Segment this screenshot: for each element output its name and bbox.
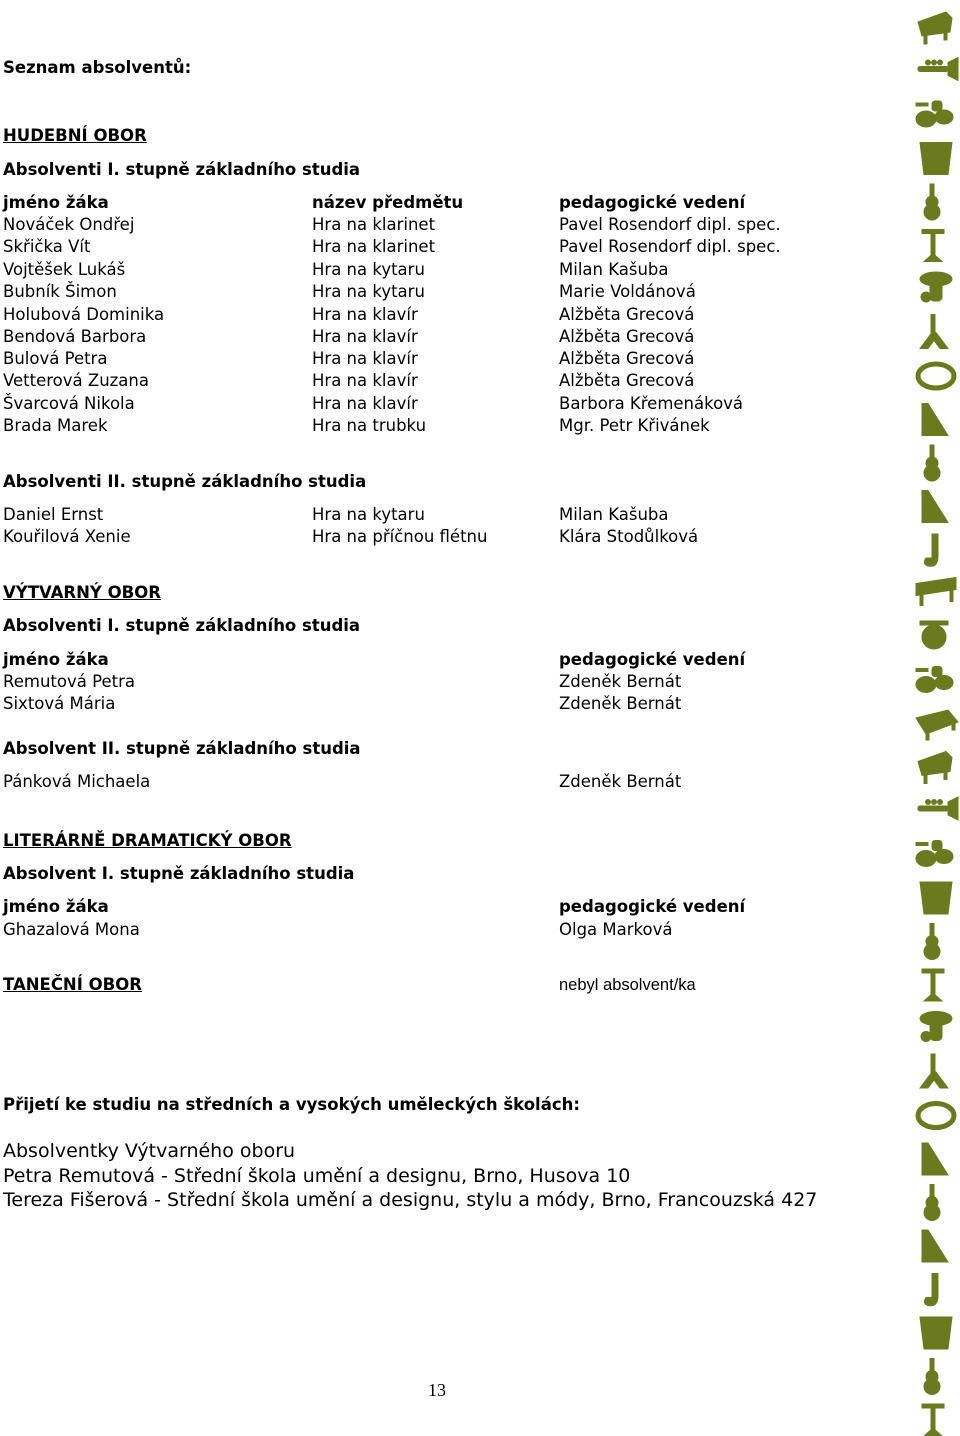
- art-col-header-name: jméno žáka: [3, 650, 109, 669]
- piano-icon: [918, 12, 952, 44]
- guitar-icon: [924, 1185, 940, 1221]
- drum-icon: [920, 621, 948, 649]
- art-col-header-teacher: pedagogické vedení: [559, 650, 746, 669]
- music-stand-icon: [922, 969, 944, 1001]
- teacher: Olga Marková: [559, 920, 673, 939]
- teacher: Pavel Rosendorf dipl. spec.: [559, 215, 781, 234]
- harp-icon: [922, 491, 948, 523]
- guitar-icon: [924, 924, 940, 960]
- subject: Hra na klavír: [312, 394, 418, 413]
- electric-guitar-icon: [920, 315, 948, 349]
- subject: Hra na kytaru: [312, 282, 425, 301]
- page-number: 13: [428, 1380, 446, 1400]
- list-heading: Seznam absolventů:: [3, 58, 192, 77]
- student-name: Holubová Dominika: [3, 305, 165, 324]
- subject: Hra na kytaru: [312, 260, 425, 279]
- teacher: Alžběta Grecová: [559, 305, 695, 324]
- student-name: Bubník Šimon: [3, 282, 117, 301]
- saxophone-icon: [924, 534, 938, 566]
- teacher: Pavel Rosendorf dipl. spec.: [559, 237, 781, 256]
- subject: Hra na kytaru: [312, 505, 425, 524]
- teacher: Alžběta Grecová: [559, 371, 695, 390]
- art-level2-title: Absolvent II. stupně základního studia: [3, 739, 361, 758]
- col-header-name: jméno žáka: [3, 193, 109, 212]
- teacher: Zdeněk Bernát: [559, 672, 682, 691]
- student-name: Bendová Barbora: [3, 327, 147, 346]
- subject: Hra na klavír: [312, 305, 418, 324]
- drama-col-header-teacher: pedagogické vedení: [559, 897, 746, 916]
- subject: Hra na klavír: [312, 327, 418, 346]
- section-title-dance: TANEČNÍ OBOR: [3, 975, 142, 994]
- xylophone-icon: [916, 578, 956, 606]
- subject: Hra na klarinet: [312, 237, 436, 256]
- harp-icon: [922, 1230, 948, 1262]
- student-name: Daniel Ernst: [3, 505, 104, 524]
- guitar-icon: [924, 1359, 940, 1395]
- music-stand-icon: [922, 1404, 944, 1436]
- music-stand-icon: [922, 230, 944, 262]
- subject: Hra na trubku: [312, 416, 427, 435]
- tambourine-icon: [918, 364, 954, 388]
- teacher: Marie Voldánová: [559, 282, 696, 301]
- subject: Hra na příčnou flétnu: [312, 527, 488, 546]
- col-header-teacher: pedagogické vedení: [559, 193, 746, 212]
- admission-line: Petra Remutová - Střední škola umění a designu, Brno, Husova 10: [3, 1165, 631, 1187]
- instrument-border: [908, 0, 960, 1436]
- teacher: Mgr. Petr Křivánek: [559, 416, 710, 435]
- teacher: Barbora Křemenáková: [559, 394, 744, 413]
- dance-note: nebyl absolvent/ka: [559, 976, 696, 994]
- student-name: Nováček Ondřej: [3, 215, 135, 234]
- teacher: Alžběta Grecová: [559, 327, 695, 346]
- section-title-art: VÝTVARNÝ OBOR: [3, 583, 161, 602]
- art-level1-title: Absolventi I. stupně základního studia: [3, 616, 361, 635]
- student-name: Skřička Vít: [3, 237, 91, 256]
- keyboard-icon: [916, 710, 958, 740]
- col-header-subject: název předmětu: [312, 193, 464, 212]
- accordion-icon: [920, 143, 952, 175]
- music-level2-title: Absolventi II. stupně základního studia: [3, 472, 367, 491]
- student-name: Ghazalová Mona: [3, 920, 140, 939]
- electric-guitar-icon: [920, 1054, 948, 1088]
- student-name: Bulová Petra: [3, 349, 108, 368]
- accordion-icon: [920, 882, 952, 914]
- student-name: Pánková Michaela: [3, 772, 151, 791]
- guitar-icon: [924, 445, 940, 481]
- student-name: Vojtěšek Lukáš: [3, 260, 126, 279]
- trumpet-icon: [918, 797, 958, 820]
- admission-subtitle: Absolventky Výtvarného oboru: [3, 1140, 296, 1162]
- teacher: Zdeněk Bernát: [559, 772, 682, 791]
- teacher: Milan Kašuba: [559, 505, 669, 524]
- teacher: Zdeněk Bernát: [559, 694, 682, 713]
- student-name: Remutová Petra: [3, 672, 135, 691]
- section-title-drama: LITERÁRNĚ DRAMATICKÝ OBOR: [3, 831, 292, 850]
- tuba-icon: [920, 1012, 952, 1042]
- tuba-icon: [920, 272, 952, 302]
- student-name: Švarcová Nikola: [3, 394, 135, 413]
- tambourine-icon: [918, 1104, 954, 1128]
- drums-icon: [916, 841, 953, 867]
- saxophone-icon: [924, 1274, 938, 1306]
- section-title-music: HUDEBNÍ OBOR: [3, 126, 147, 145]
- drums-icon: [916, 101, 953, 127]
- admission-line: Tereza Fišerová - Střední škola umění a designu, stylu a módy, Brno, Francouzská 427: [3, 1189, 818, 1211]
- teacher: Milan Kašuba: [559, 260, 669, 279]
- student-name: Kouřilová Xenie: [3, 527, 131, 546]
- music-level1-title: Absolventi I. stupně základního studia: [3, 160, 361, 179]
- harp-icon: [922, 404, 948, 436]
- guitar-icon: [924, 184, 940, 220]
- piano-icon: [918, 752, 952, 784]
- teacher: Alžběta Grecová: [559, 349, 695, 368]
- teacher: Klára Stodůlková: [559, 527, 699, 546]
- drums-icon: [916, 667, 953, 693]
- admission-title: Přijetí ke studiu na středních a vysokých uměleckých školách:: [3, 1095, 580, 1114]
- trumpet-icon: [918, 58, 958, 81]
- subject: Hra na klavír: [312, 349, 418, 368]
- subject: Hra na klavír: [312, 371, 418, 390]
- subject: Hra na klarinet: [312, 215, 436, 234]
- student-name: Sixtová Mária: [3, 694, 116, 713]
- harp-icon: [922, 1143, 948, 1175]
- drama-col-header-name: jméno žáka: [3, 897, 109, 916]
- accordion-icon: [920, 1317, 952, 1349]
- instrument-border-svg: [908, 0, 960, 1436]
- student-name: Vetterová Zuzana: [3, 371, 149, 390]
- student-name: Brada Marek: [3, 416, 108, 435]
- drama-level1-title: Absolvent I. stupně základního studia: [3, 864, 355, 883]
